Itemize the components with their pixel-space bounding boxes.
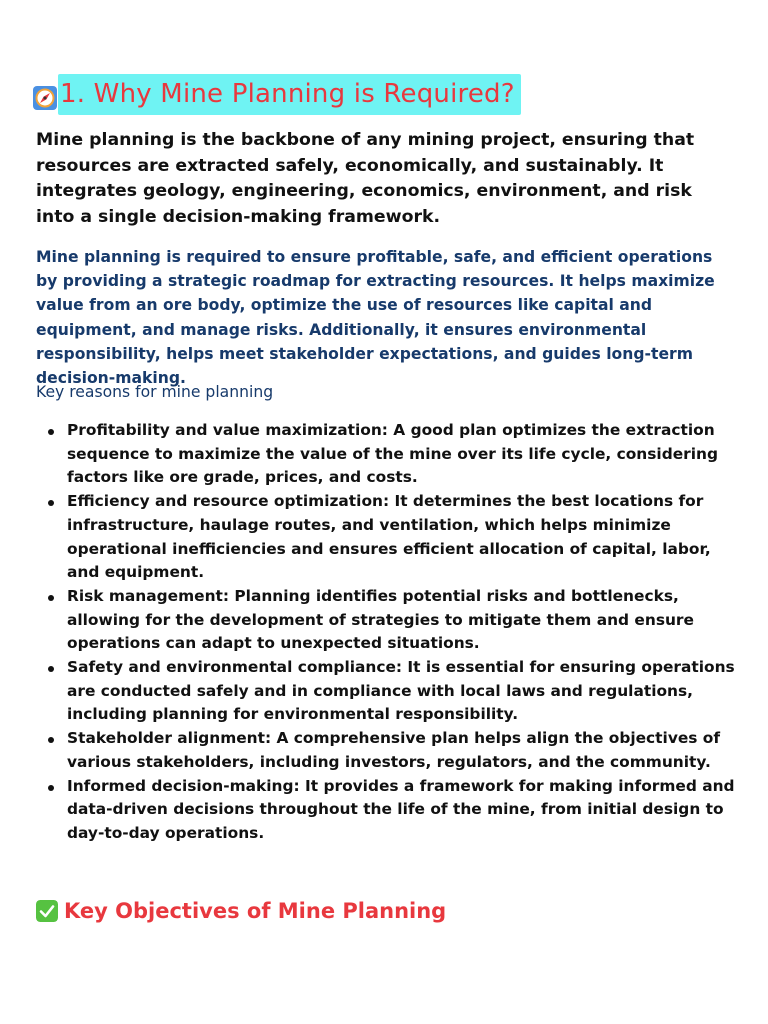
list-item-text: Profitability and value maximization: A good plan optimizes the extraction sequence to maximize the value of the mine over its life cycle, considering factors like ore grade, prices, and costs. [67,421,718,487]
list-item-text: Stakeholder alignment: A comprehensive plan helps align the objectives of various stakeholders, including investors, regulators, and the community. [67,729,721,771]
list-item [36,419,736,490]
list-item-text: Efficiency and resource optimization: It determines the best locations for infrastructure, haulage routes, and ventilation, which helps minimize operational inefficiencies and ensures efficient allocation of capital, labor, and equipment. [67,492,711,582]
bullet-icon [48,595,54,601]
bullet-icon [48,666,54,672]
section-title: 1. Why Mine Planning is Required? [60,79,515,109]
list-item-text: Risk management: Planning identifies potential risks and bottlenecks, allowing for the development of strategies to mitigate them and ensure operations can adapt to unexpected situations. [67,586,694,653]
bullet-icon [48,429,54,435]
intro-paragraph: Mine planning is the backbone of any mining project, ensuring that resources are extracted safely, economically, and sustainably. It integrates geology, engineering, economics, environment, and risk into a single decision-making framework. [36,130,695,227]
list-item-text: Informed decision-making: It provides a framework for making informed and data-driven decisions throughout the life of the mine, from initial design to day-to-day operations. [67,776,735,842]
list-item-text: Safety and environmental compliance: It is essential for ensuring operations are conducted safely and in compliance with local laws and regulations, including planning for environmental responsibility. [67,658,735,724]
section-heading-row [33,74,521,115]
objectives-heading-row [36,899,446,923]
bullet-icon [48,785,54,791]
objectives-title: Key Objectives of Mine Planning [64,899,447,923]
key-reasons-list [36,419,736,846]
check-mark-icon [36,900,58,922]
list-item [36,727,736,774]
key-reasons-heading: Key reasons for mine planning [36,383,274,401]
bullet-icon [48,737,54,743]
list-item [36,490,736,585]
list-item [36,585,736,656]
title-highlight [58,74,521,115]
list-item [36,775,736,846]
bullet-icon [48,500,54,506]
body-paragraph: Mine planning is required to ensure profitable, safe, and efficient operations by providing a strategic roadmap for extracting resources. It helps maximize value from an ore body, optimize the use of resources like capital and equipment, and manage risks. Additionally, it ensures environmental responsibility, helps meet stakeholder expectations, and guides long-term decision-making. [36,248,715,388]
compass-icon [33,86,57,110]
list-item [36,656,736,727]
